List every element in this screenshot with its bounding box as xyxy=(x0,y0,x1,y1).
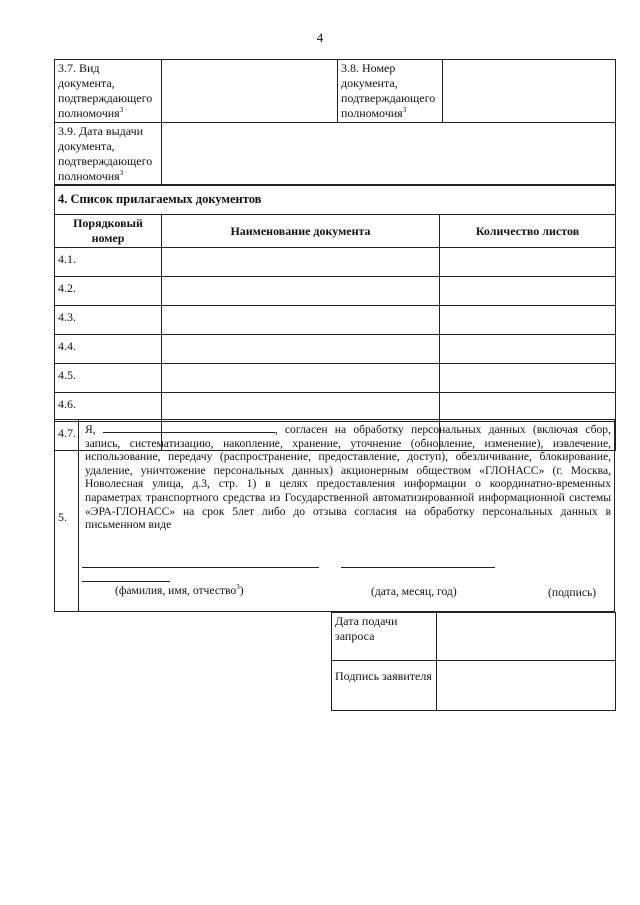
document-name-cell[interactable] xyxy=(162,248,440,277)
item-3-7-label: 3.7. Вид документа, подтверждающего полномочия$^3$ xyxy=(55,60,162,123)
document-name-cell[interactable] xyxy=(162,364,440,393)
row-number: 4.5. xyxy=(55,364,162,393)
section-3-table xyxy=(54,59,616,186)
table-row xyxy=(55,277,616,306)
section-5-number-cell xyxy=(55,420,79,611)
section-4-table xyxy=(54,184,616,451)
sheet-count-cell[interactable] xyxy=(440,248,616,277)
section-5-number: 5. xyxy=(58,510,67,524)
item-3-8-label: 3.8. Номер документа, подтверждающего полномочия$^3$ xyxy=(338,60,443,123)
section-4-title: 4. Список прилагаемых документов xyxy=(55,185,616,215)
sheet-count-cell[interactable] xyxy=(440,277,616,306)
row-number: 4.1. xyxy=(55,248,162,277)
page-number: 4 xyxy=(316,30,324,45)
row-number: 4.2. xyxy=(55,277,162,306)
row-number: 4.4. xyxy=(55,335,162,364)
table-row xyxy=(55,335,616,364)
consent-paragraph xyxy=(85,422,611,532)
consent-text: , согласен на обработку персональных данных (включая сбор, запись, систематизацию, накопление, хранение, уточнение (обновление, изменение), извлечение, использование, передачу (распространение, предоставление, доступ), обезличивание, блокирование, удаление, уничтожение персональных данных) акционерным обществом «ГЛОНАСС» (г. Москва, Новолесная улица, д.3, стр. 1) в целях предоставления информации о координатно-временных параметрах транспортного средства из Государственной автоматизированной информационной системы «ЭРА-ГЛОНАСС» на срок 5лет либо до отзыва согласия на обработку персональных данных в письменном виде xyxy=(85,423,611,532)
row-number: 4.6. xyxy=(55,393,162,422)
sheet-count-cell[interactable] xyxy=(440,393,616,422)
consent-name-field[interactable] xyxy=(103,422,275,433)
submission-table xyxy=(331,612,616,711)
applicant-signature-value[interactable] xyxy=(437,661,616,711)
fio-line-2[interactable] xyxy=(82,581,170,582)
header-order-number: Порядковый номер xyxy=(55,215,162,248)
row-number: 4.7. xyxy=(55,422,162,451)
date-line[interactable] xyxy=(341,567,495,568)
fio-label: (фамилия, имя, отчество$^3$) xyxy=(115,583,244,597)
submission-date-value[interactable] xyxy=(437,613,616,661)
document-name-cell[interactable] xyxy=(162,335,440,364)
item-3-7-value[interactable] xyxy=(162,60,338,123)
signature-label: (подпись) xyxy=(548,586,597,599)
sheet-count-cell[interactable] xyxy=(440,306,616,335)
document-name-cell[interactable] xyxy=(162,277,440,306)
document-name-cell[interactable] xyxy=(162,393,440,422)
table-row xyxy=(55,393,616,422)
table-row xyxy=(55,248,616,277)
table-row xyxy=(55,364,616,393)
submission-date-label: Дата подачи запроса xyxy=(332,613,437,661)
fio-line-1[interactable] xyxy=(82,567,319,568)
row-number: 4.3. xyxy=(55,306,162,335)
item-3-8-value[interactable] xyxy=(443,60,616,123)
applicant-signature-label: Подпись заявителя xyxy=(332,661,437,711)
header-sheet-count: Количество листов xyxy=(440,215,616,248)
consent-prefix: Я, xyxy=(85,423,96,436)
sheet-count-cell[interactable] xyxy=(440,335,616,364)
item-3-9-label: 3.9. Дата выдачи документа, подтверждающего полномочия$^3$ xyxy=(55,123,162,186)
table-row xyxy=(55,306,616,335)
section-5-box xyxy=(54,419,615,612)
item-3-9-value[interactable] xyxy=(162,123,616,186)
document-name-cell[interactable] xyxy=(162,306,440,335)
date-label: (дата, месяц, год) xyxy=(371,585,457,598)
header-document-name: Наименование документа xyxy=(162,215,440,248)
sheet-count-cell[interactable] xyxy=(440,364,616,393)
